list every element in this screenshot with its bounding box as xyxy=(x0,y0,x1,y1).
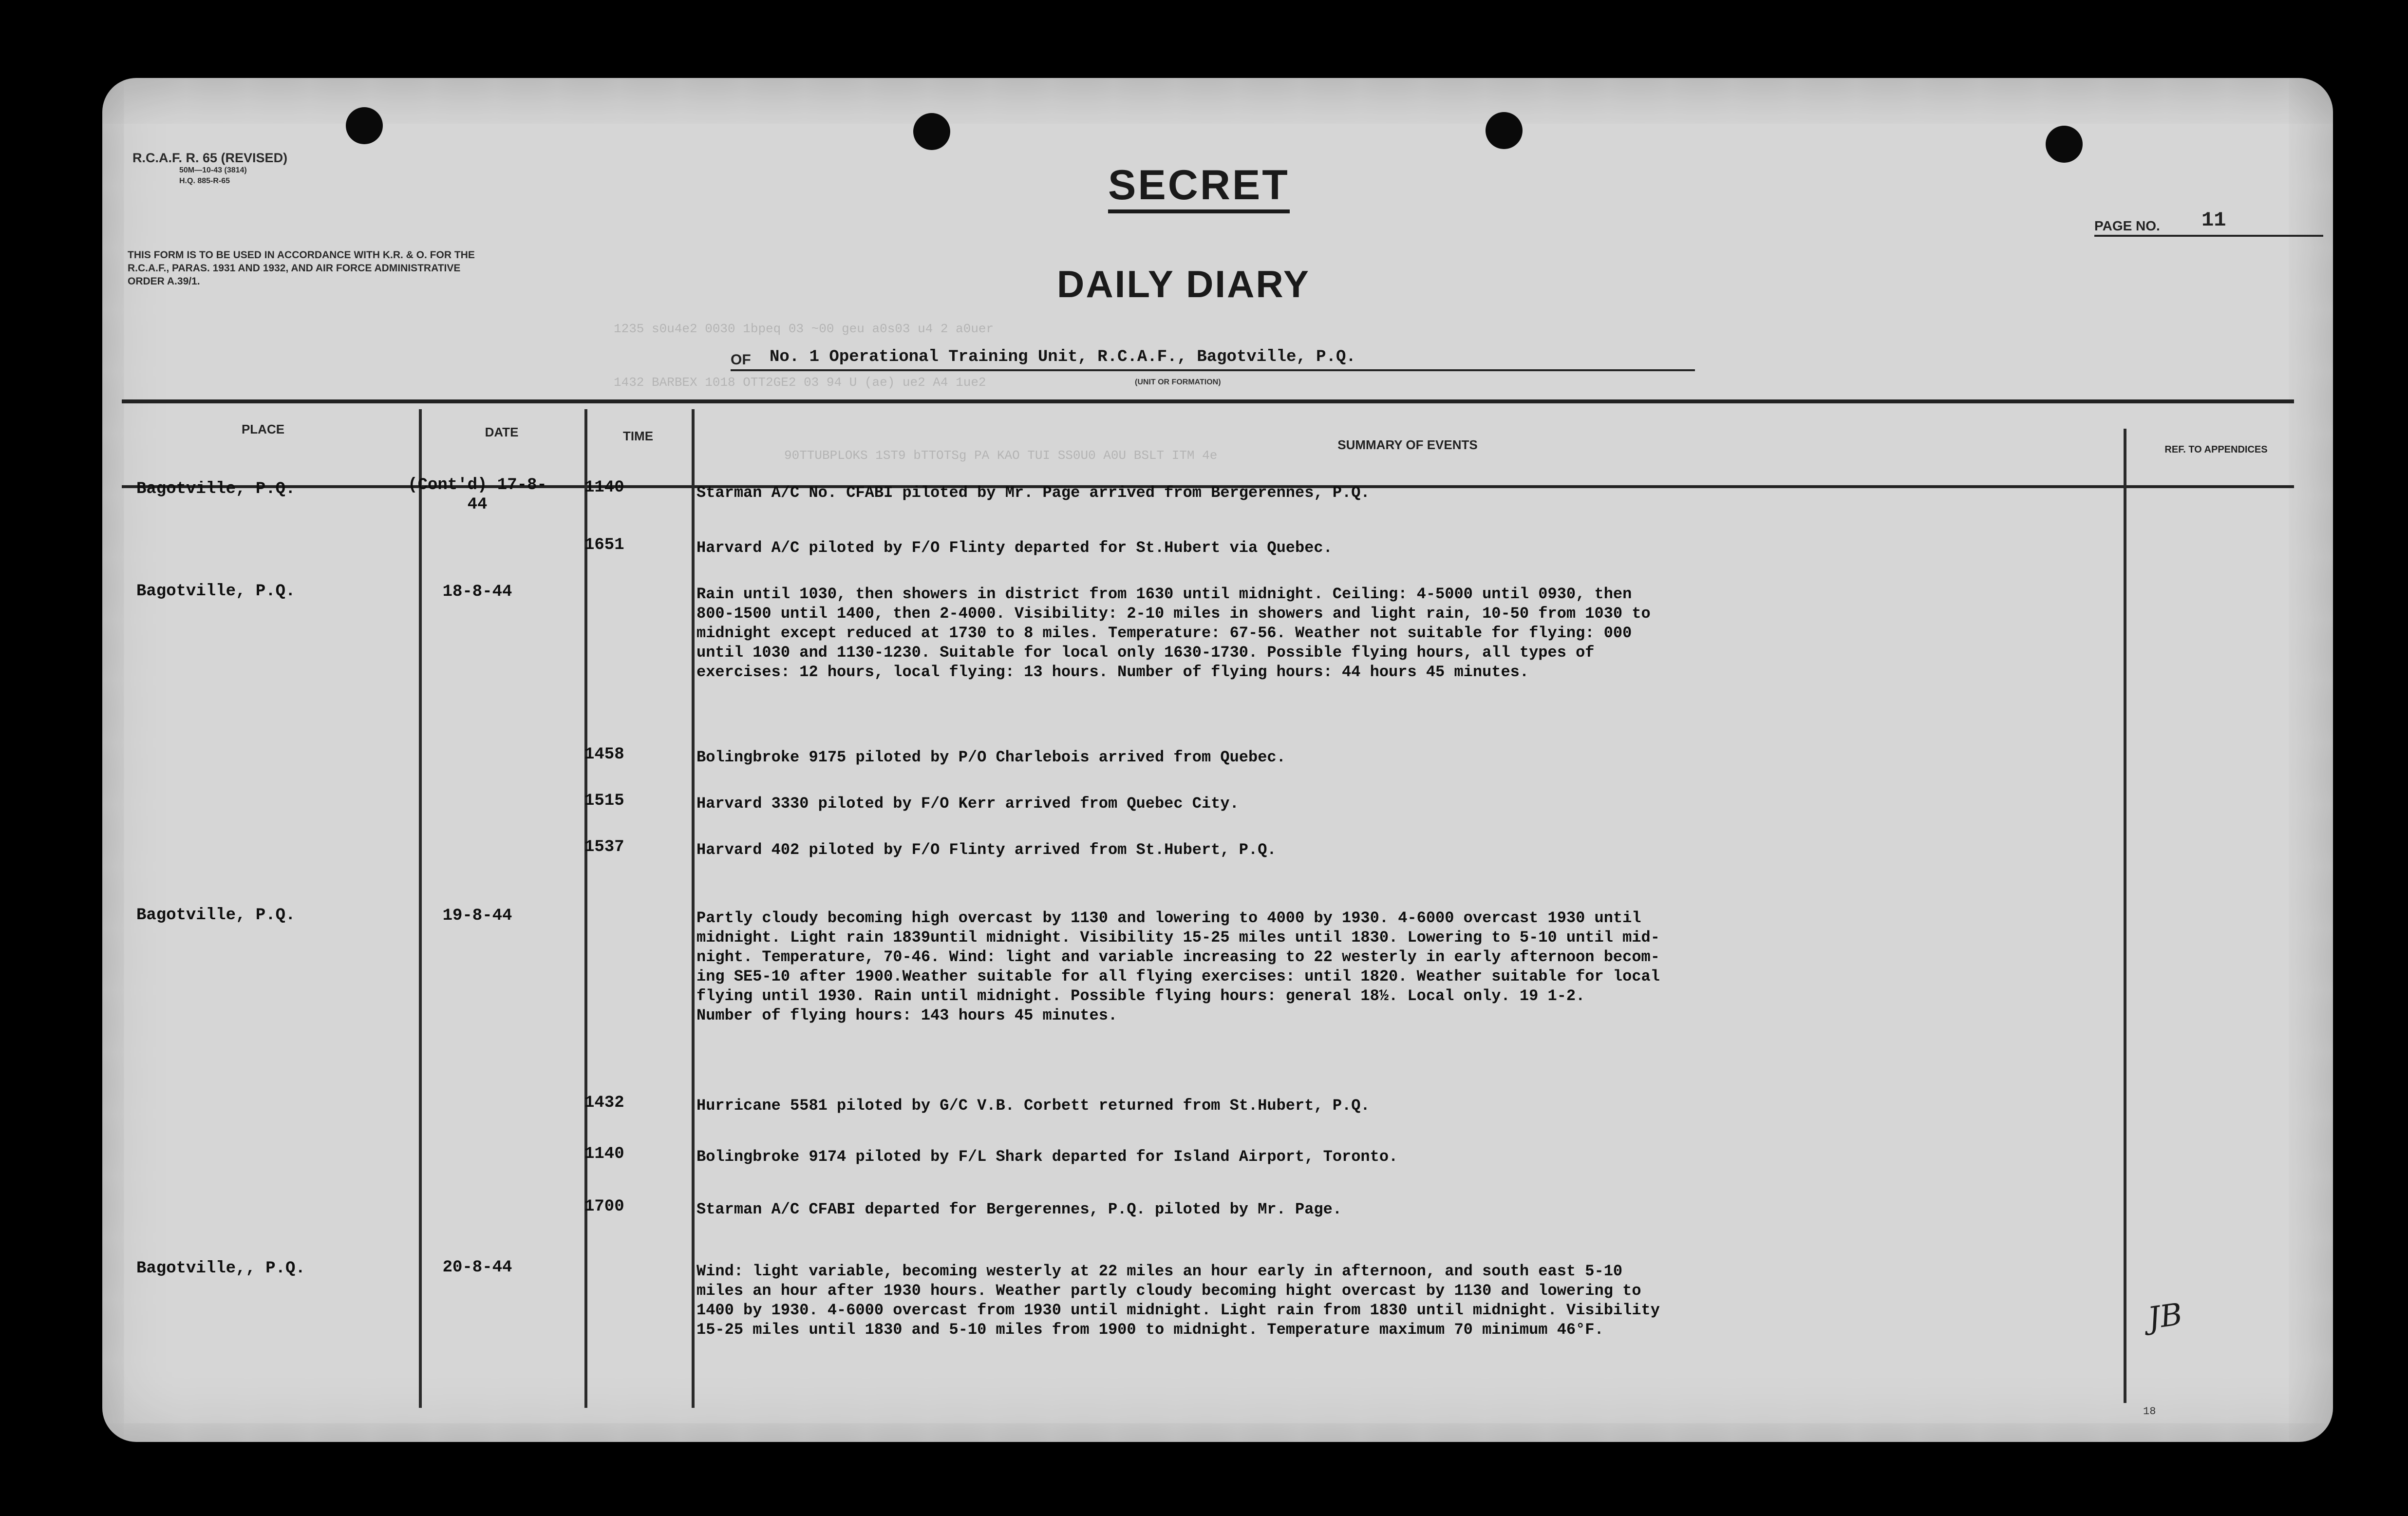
page-title: DAILY DIARY xyxy=(1057,263,1310,305)
entry-8-summary: Hurricane 5581 piloted by G/C V.B. Corbett returned from St.Hubert, P.Q. xyxy=(696,1097,1370,1115)
form-id-line-3: H.Q. 885-R-65 xyxy=(179,177,230,185)
entry-8-time: 1432 xyxy=(584,1094,624,1112)
entry-9-time: 1140 xyxy=(584,1145,624,1163)
divider-time-summary xyxy=(692,409,695,1408)
column-header-time: TIME xyxy=(622,429,654,443)
table-top-rule xyxy=(122,399,2294,403)
entry-11-place: Bagotville,, P.Q. xyxy=(136,1259,305,1278)
entry-3-date: 18-8-44 xyxy=(442,583,512,601)
bleed-through-text: 90TTUBPLOKS 1ST9 bTTOTSg PA KAO TUI SS0U0 A0U BSLT ITM 4e xyxy=(784,448,1218,463)
foot-mark: 18 xyxy=(2143,1405,2156,1418)
entry-11-summary: Wind: light variable, becoming westerly at 22 miles an hour early in afternoon, and south east 5-10 miles an hour after 1930 hours. Weather partly cloudy becoming hight overcast by 1130 and lowering to 1400 by 1930. 4-6000 overcast from 1930 until midnight. Light rain from 1830 until midnight. Visibility 15-25 miles until 1830 and 5-10 miles from 1900 to midnight. Temperature maximum 70 minimum 46°F. xyxy=(696,1262,1660,1339)
column-header-summary: SUMMARY OF EVENTS xyxy=(1337,437,1478,452)
punch-hole-1 xyxy=(346,107,383,144)
entry-6-summary: Harvard 402 piloted by F/O Flinty arrived from St.Hubert, P.Q. xyxy=(696,841,1277,859)
entry-5-time: 1515 xyxy=(584,792,624,810)
entry-1-time: 1140 xyxy=(584,478,624,497)
column-header-place: PLACE xyxy=(241,422,285,436)
entry-7-place: Bagotville, P.Q. xyxy=(136,906,296,925)
entry-4-summary: Bolingbroke 9175 piloted by P/O Charlebois arrived from Quebec. xyxy=(696,748,1286,766)
bleed-through-text: 1432 BARBEX 1018 OTT2GE2 03 94 U (ae) ue2 A4 1ue2 xyxy=(614,375,986,390)
punch-hole-4 xyxy=(2046,126,2083,163)
of-label: OF xyxy=(731,352,751,368)
classification-stamp: SECRET xyxy=(1108,161,1290,213)
form-identifier xyxy=(132,151,287,187)
unit-caption: (UNIT OR FORMATION) xyxy=(1135,378,1221,386)
form-usage-note: THIS FORM IS TO BE USED IN ACCORDANCE WITH K.R. & O. FOR THE R.C.A.F., PARAS. 1931 AND 1932, AND AIR FORCE ADMINISTRATIVE ORDER A.39/1. xyxy=(128,249,475,287)
entry-7-summary: Partly cloudy becoming high overcast by 1130 and lowering to 4000 by 1930. 4-6000 overcast 1930 until midnight. Light rain 1839until midnight. Visibility 15-25 miles until 1830. Lowering to 5-10 until mid- night. Temperature, 70-46. Wind: light and variable increasing to 22 westerly in early afternoon becom- ing SE5-10 after 1900.Weather suitable for all flying exercises: until 1820. Weather suitable for local flying until 1930. Rain until midnight. Possible flying hours: general 18½. Local only. 19 1-2. Number of flying hours: 143 hours 45 minutes. xyxy=(696,909,1660,1024)
page-number-value: 11 xyxy=(2201,208,2226,232)
divider-date-time xyxy=(584,409,587,1408)
form-id-line-2: 50M—10-43 (3814) xyxy=(179,166,247,174)
entry-3-summary: Rain until 1030, then showers in district from 1630 until midnight. Ceiling: 4-5000 until 0930, then 800-1500 until 1400, then 2-4000. Visibility: 2-10 miles in showers and light rain, 10-50 from 1030 to midnight except reduced at 1730 to 8 miles. Temperature: 67-56. Weather not suitable for flying: 000 until 1030 and 1130-1230. Suitable for local only 1630-1730. Possible flying hours, all types of exercises: 12 hours, local flying: 13 hours. Number of flying hours: 44 hours 45 minutes. xyxy=(696,585,1651,681)
page-number-field xyxy=(2094,208,2323,237)
entry-1-place: Bagotville, P.Q. xyxy=(136,480,296,498)
column-header-ref: REF. TO APPENDICES xyxy=(2164,444,2268,455)
unit-line xyxy=(731,341,1695,371)
entry-6-time: 1537 xyxy=(584,838,624,856)
entry-2-summary: Harvard A/C piloted by F/O Flinty departed for St.Hubert via Quebec. xyxy=(696,539,1333,557)
entry-5-summary: Harvard 3330 piloted by F/O Kerr arrived from Quebec City. xyxy=(696,795,1239,813)
entry-7-date: 19-8-44 xyxy=(442,907,512,925)
bleed-through-text: 1235 s0u4e2 0030 1bpeq 03 ~00 geu a0s03 u4 2 a0uer xyxy=(614,322,994,336)
form-id-line-1: R.C.A.F. R. 65 (REVISED) xyxy=(132,151,288,165)
entry-11-date: 20-8-44 xyxy=(442,1258,512,1277)
entry-10-summary: Starman A/C CFABI departed for Bergerennes, P.Q. piloted by Mr. Page. xyxy=(696,1200,1342,1218)
entry-2-time: 1651 xyxy=(584,536,624,554)
handwritten-initials: JB xyxy=(2145,1296,2185,1336)
diary-sheet xyxy=(102,78,2333,1442)
entry-4-time: 1458 xyxy=(584,745,624,764)
entry-1-date: (Cont'd) 17-8-44 xyxy=(408,476,547,514)
page-number-label: PAGE NO. xyxy=(2094,218,2160,233)
entry-3-place: Bagotville, P.Q. xyxy=(136,582,296,601)
entry-10-time: 1700 xyxy=(584,1197,624,1216)
column-header-date: DATE xyxy=(485,425,519,439)
entry-9-summary: Bolingbroke 9174 piloted by F/L Shark departed for Island Airport, Toronto. xyxy=(696,1148,1398,1166)
unit-name: No. 1 Operational Training Unit, R.C.A.F., Bagotville, P.Q. xyxy=(770,348,1356,366)
punch-hole-3 xyxy=(1486,112,1523,149)
punch-hole-2 xyxy=(913,113,950,150)
entry-1-summary: Starman A/C No. CFABI piloted by Mr. Page arrived from Bergerennes, P.Q. xyxy=(696,484,1370,502)
